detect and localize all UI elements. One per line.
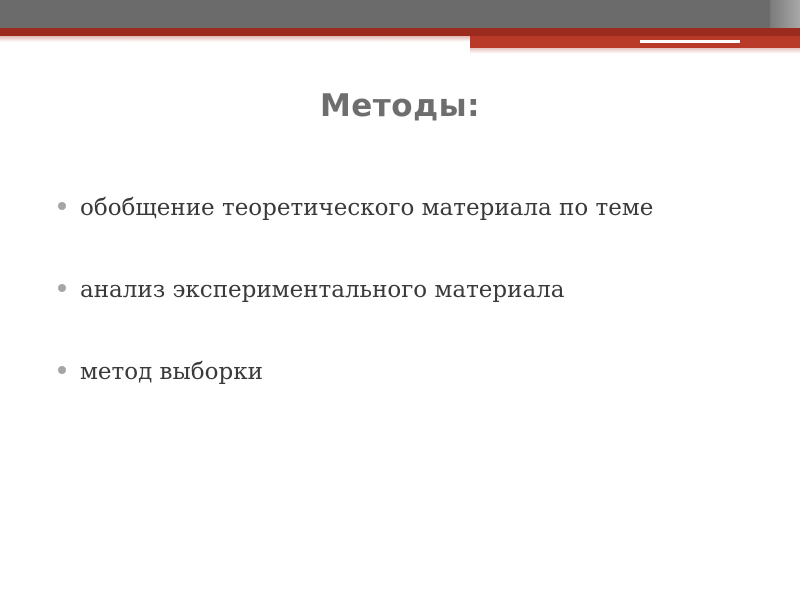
bullet-item [58, 277, 788, 359]
bullet-text: обобщение теоретического материала по теме [80, 195, 654, 221]
bullet-item [58, 195, 788, 277]
header-band-gray-highlight [770, 0, 800, 28]
bullet-text: анализ экспериментального материала [80, 277, 565, 303]
header-band-white-stripe [640, 40, 740, 43]
bullet-item [58, 359, 788, 441]
header-band-gray [0, 0, 800, 28]
header-band-shadow-right [470, 48, 800, 54]
bullet-dot-icon [58, 366, 66, 374]
slide-title: Методы: [319, 88, 481, 124]
bullet-text: метод выборки [80, 359, 263, 385]
bullet-dot-icon [58, 284, 66, 292]
header-band-red [0, 28, 800, 36]
header-band-shadow [0, 36, 470, 42]
header-band-red-accent [470, 36, 800, 48]
bullet-dot-icon [58, 202, 66, 210]
bullet-list [58, 195, 788, 441]
